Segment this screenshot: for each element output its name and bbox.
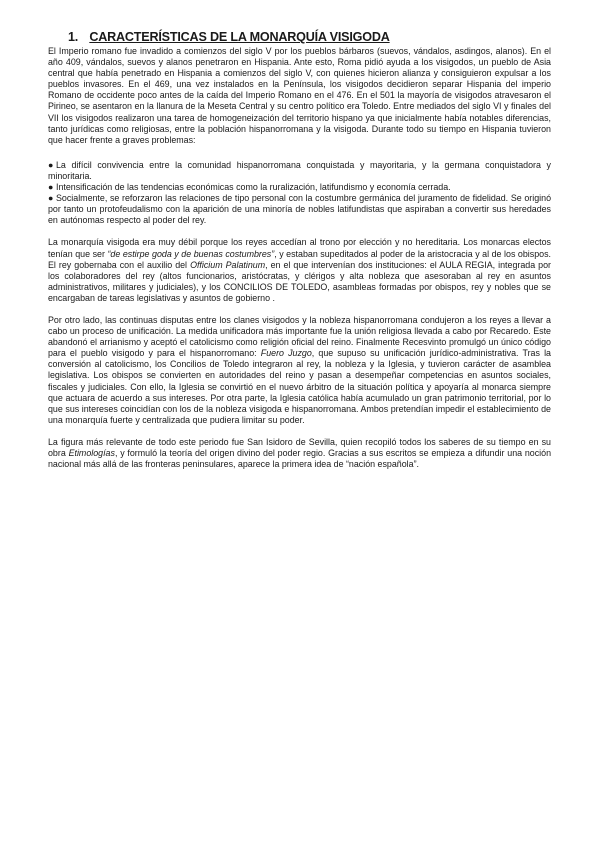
- bullet-list: [48, 160, 551, 227]
- monarchy-paragraph: La monarquía visigoda era muy débil porque los reyes accedían al trono por elección y no hereditaria. Los monarcas electos tenían que ser “de estirpe goda y de buenas costumbres”, y estaban supeditados al poder de la aristocracia y al de los obispos. El rey gobernaba con el auxilio del Officium Palatinum, en el que intervenían dos instituciones: el AULA REGIA, integrada por los colaboradores del rey (altos funcionarios, aristócratas, y clérigos y alta nobleza que asesoraban al rey en asuntos administrativos, militares y judiciales), y los CONCILIOS DE TOLEDO, asambleas formadas por obispos, rey y nobles que se encargaban de tareas legislativas y asuntos de gobierno .: [48, 237, 551, 303]
- officium-term: Officium Palatinum: [190, 259, 266, 270]
- quote-text: “de estirpe goda y de buenas costumbres”: [107, 248, 275, 259]
- etimologias-term: Etimologías: [68, 448, 115, 458]
- section-title: CARACTERÍSTICAS DE LA MONARQUÍA VISIGODA: [89, 30, 390, 44]
- bullet-item: ● La difícil convivencia entre la comunidad hispanorromana conquistada y mayoritaria, y la germana conquistadora y minoritaria.: [48, 159, 551, 181]
- unification-paragraph: Por otro lado, las continuas disputas entre los clanes visigodos y la nobleza hispanorromana condujeron a los reyes a llevar a cabo un proceso de unificación. La medida unificadora más importante fue la unión religiosa llevada a cabo por Recaredo. Este abandonó el arrianismo y aceptó el catolicismo como religión oficial del reino. Finalmente Recesvinto promulgó un único código para el pueblo visigodo y para el hispanorromano: Fuero Juzgo, que supuso su unificación jurídico-administrativa. Tras la conversión al catolicismo, los Concilios de Toledo integraron al rey, la nobleza y la Iglesia, y tuvieron carácter de asamblea legislativa. Los obispos se convierten en autoridades del reino y pasan a desempeñar competencias en asuntos sociales, fiscales y judiciales. Con ello, la Iglesia se convirtió en el nuevo árbitro de la situación política y apoyaría al monarca siempre que actuara de acuerdo a sus intereses. Por otra parte, la Iglesia católica había acumulado un gran patrimonio territorial, por lo que sus intereses coincidían con los de la nobleza visigoda e hispanorromana. Ambos pretendían impedir el establecimiento de una monarquía fuerte y centralizada que pudiera limitar su poder.: [48, 314, 551, 425]
- bullet-icon: ●: [48, 159, 54, 170]
- bullet-item: ● Socialmente, se reforzaron las relaciones de tipo personal con la costumbre germánica del juramento de fidelidad. Se originó por tanto un protofeudalismo con la aparición de una minoría de nobles latifundistas que aspiraban a convertir sus heredades en autónomas respecto al poder del rey.: [48, 193, 551, 226]
- isidoro-paragraph: La figura más relevante de todo este periodo fue San Isidoro de Sevilla, quien recopiló todos los saberes de su tiempo en su obra Etimologías, y formuló la teoría del origen divino del poder regio. Gracias a sus escritos se empieza a difundir una noción nacional más allá de las fronteras peninsulares, aparece la primera idea de “nación española”.: [48, 436, 552, 470]
- section-number: 1.: [68, 30, 79, 44]
- document-body: [48, 46, 551, 470]
- section-heading: [68, 30, 568, 44]
- fuero-term: Fuero Juzgo: [260, 348, 312, 359]
- bullet-item: ● Intensificación de las tendencias económicas como la ruralización, latifundismo y economía cerrada.: [48, 182, 451, 193]
- bullet-icon: ●: [48, 193, 54, 204]
- intro-paragraph: El Imperio romano fue invadido a comienzos del siglo V por los pueblos bárbaros (suevos, vándalos, asdingos, alanos). En el año 409, vándalos, suevos y alanos penetraron en Hispania. Ante esto, Roma pidió ayuda a los visigodos, un pueblo de Asia central que había penetrado en Hispania a comienzos del siglo V, con quienes hicieron alianza y consiguieron expulsar a los pueblos invasores. En el 469, una vez instalados en la Península, los visigodos decidieron separar Hispania del imperio Romano de occidente poco antes de la caída del Imperio Romano en el 476. En el 501 la mayoría de visigodos atravesaron el Pirineo, se asentaron en la llanura de la Meseta Central y su centro político era Toledo. Entre mediados del siglo VI y finales del VII los visigodos realizaron una tarea de homogeneización del territorio hispano ya que inicialmente había notables diferencias, tanto jurídicas como religiosas, entre la población hispanorromana y la visigoda. Durante todo su tiempo en Hispania tuvieron que hacer frente a graves problemas:: [48, 46, 551, 145]
- bullet-icon: ●: [48, 182, 54, 193]
